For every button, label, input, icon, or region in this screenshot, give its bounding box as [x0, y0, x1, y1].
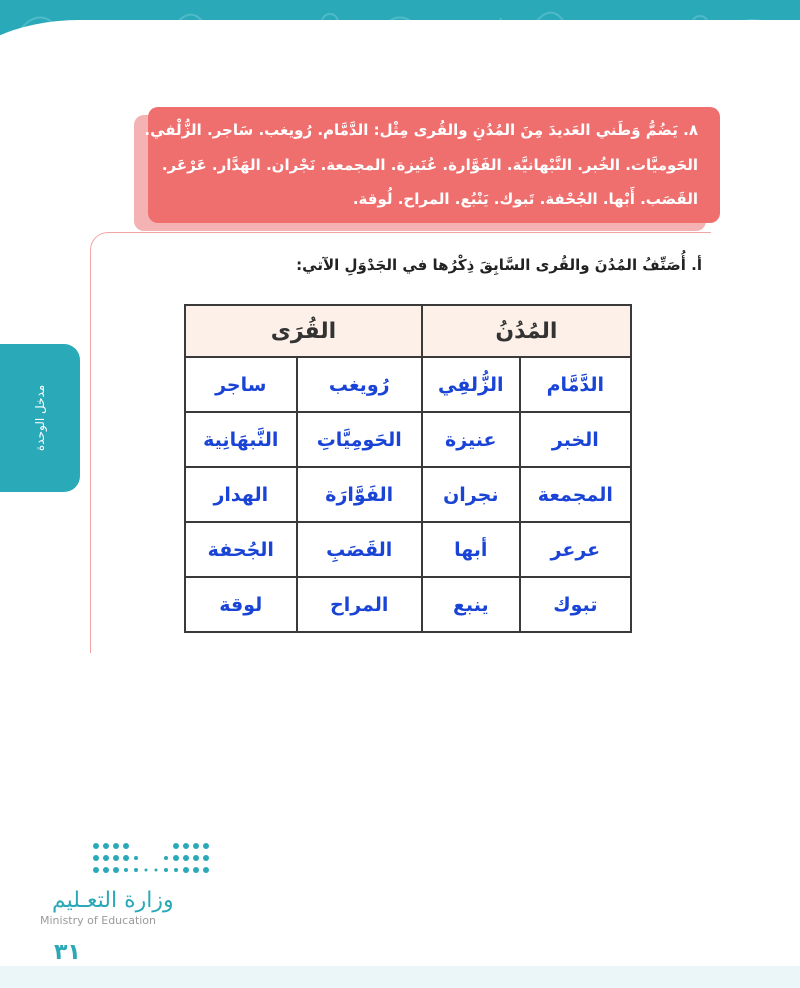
top-decorative-band — [0, 0, 800, 62]
header-villages: القُرَى — [185, 305, 422, 357]
table-row — [185, 577, 631, 632]
table-cell: الخبر — [520, 412, 631, 467]
table-cell: المجمعة — [520, 467, 631, 522]
question-line-2: الحَوميَّات. الخُبر. النَّبْهانيَّة. الفَوَّارة. عُنَيزة. المجمعة. نَجْران. الهَدَّار. عَرْعَر. — [161, 156, 698, 174]
table-row — [185, 357, 631, 412]
top-band-curve — [0, 20, 800, 62]
table-cell: تبوك — [520, 577, 631, 632]
side-tab-label: مدخل الوحدة — [33, 384, 47, 452]
page-number: ٣١ — [54, 940, 81, 965]
table-cell: نجران — [422, 467, 520, 522]
unit-side-tab[interactable] — [0, 344, 80, 492]
header-cities: المُدُنُ — [422, 305, 631, 357]
table-cell: المراح — [297, 577, 422, 632]
table-cell: النَّبهَانِية — [185, 412, 297, 467]
instruction-text: أ. أُصَنِّفُ المُدُنَ والقُرى السَّابِقَ ذِكْرُها في الجَدْوَلِ الآتي: — [296, 256, 702, 274]
table-cell: ساجر — [185, 357, 297, 412]
classification-table — [184, 304, 632, 633]
question-line-1: ٨. يَضُمُّ وَطَني العَديدَ مِنَ المُدُنِ والقُرى مِثْل: الدَّمَّام. رُويغب. سَاجر. الزُّلْفي. — [144, 121, 698, 139]
table-cell: الحَومِيَّاتِ — [297, 412, 422, 467]
table-cell: الفَوَّارَة — [297, 467, 422, 522]
question-box — [144, 107, 720, 223]
table-cell: رُويغب — [297, 357, 422, 412]
table-cell: الجُحفة — [185, 522, 297, 577]
bottom-strip — [0, 966, 800, 988]
table-cell: الهدار — [185, 467, 297, 522]
ministry-logo-icon — [90, 838, 214, 878]
table-cell: الدَّمَّام — [520, 357, 631, 412]
table-cell: عنيزة — [422, 412, 520, 467]
ministry-name-arabic: وزارة التعـليم — [52, 888, 174, 913]
table-cell: لوقة — [185, 577, 297, 632]
table-row — [185, 412, 631, 467]
question-line-3: القَصَب. أَبْها. الجُحْفة. تَبوك. يَنْبُع. المراح. لُوقة. — [352, 190, 698, 208]
table-cell: ينبع — [422, 577, 520, 632]
table-row — [185, 467, 631, 522]
table-cell: عرعر — [520, 522, 631, 577]
table-cell: الزُّلفِي — [422, 357, 520, 412]
table-cell: القَصَبِ — [297, 522, 422, 577]
table-row — [185, 522, 631, 577]
ministry-name-english: Ministry of Education — [40, 914, 157, 927]
table-cell: أبها — [422, 522, 520, 577]
